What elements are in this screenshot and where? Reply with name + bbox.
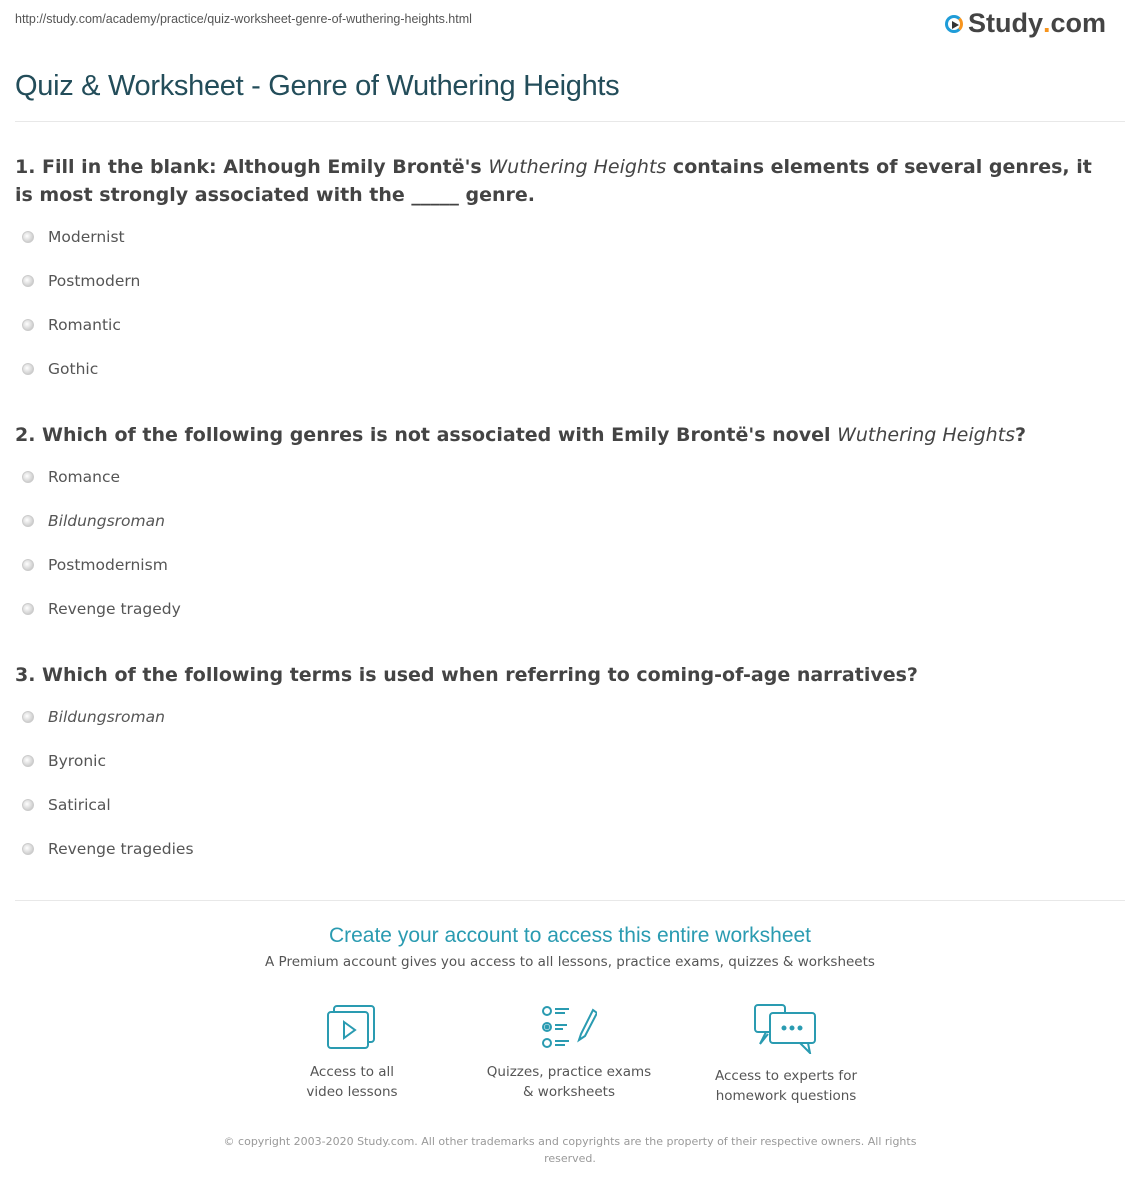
option[interactable] — [22, 840, 194, 858]
option[interactable] — [22, 752, 106, 770]
q-text: 1. Fill in the blank: Although Emily Brontë's — [15, 156, 489, 178]
option-label: Romance — [48, 468, 121, 486]
chat-bubbles-icon — [754, 1004, 818, 1054]
option-label: Gothic — [48, 360, 99, 378]
feature-text: video lessons — [306, 1084, 398, 1100]
option-label: Modernist — [48, 228, 125, 246]
radio-icon[interactable] — [22, 559, 34, 571]
logo-suffix: com — [1050, 8, 1107, 38]
cta-subtitle: A Premium account gives you access to all lessons, practice exams, quizzes & worksheets — [265, 954, 875, 970]
divider — [15, 121, 1125, 122]
radio-icon[interactable] — [22, 515, 34, 527]
radio-icon[interactable] — [22, 319, 34, 331]
question-2 — [15, 421, 1105, 449]
q-text: ? — [1015, 424, 1027, 446]
option-label: Revenge tragedy — [48, 600, 181, 618]
option[interactable] — [22, 228, 125, 246]
radio-icon[interactable] — [22, 231, 34, 243]
q-text: contains elements of several genres, it is most strongly associated with the _____ genre. — [15, 156, 1092, 206]
feature-text: Quizzes, practice exams — [486, 1064, 652, 1080]
radio-icon[interactable] — [22, 275, 34, 287]
option[interactable] — [22, 556, 168, 574]
cta-title[interactable]: Create your account to access this entire worksheet — [328, 924, 812, 947]
option-label: Satirical — [48, 796, 111, 814]
video-icon — [326, 1004, 378, 1050]
quiz-list-icon — [541, 1004, 597, 1050]
option-label: Romantic — [48, 316, 121, 334]
radio-icon[interactable] — [22, 603, 34, 615]
page-url: http://study.com/academy/practice/quiz-worksheet-genre-of-wuthering-heights.html — [15, 12, 472, 26]
play-icon — [945, 15, 963, 33]
feature-text: Access to all — [309, 1064, 395, 1080]
feature-experts — [686, 1004, 886, 1106]
option[interactable] — [22, 272, 140, 290]
logo-dot: . — [1043, 8, 1051, 38]
option[interactable] — [22, 468, 120, 486]
option-label: Bildungsroman — [48, 708, 165, 726]
option[interactable] — [22, 316, 121, 334]
option[interactable] — [22, 512, 165, 530]
option-label: Postmodern — [48, 272, 141, 290]
q-title-italic: Wuthering Heights — [837, 424, 1016, 446]
question-3 — [15, 661, 1105, 689]
option-label: Revenge tragedies — [48, 840, 194, 858]
radio-icon[interactable] — [22, 843, 34, 855]
page-title: Quiz & Worksheet - Genre of Wuthering Heights — [15, 70, 620, 102]
option[interactable] — [22, 708, 165, 726]
radio-icon[interactable] — [22, 799, 34, 811]
q-title-italic: Wuthering Heights — [488, 156, 667, 178]
radio-icon[interactable] — [22, 471, 34, 483]
feature-video-lessons — [252, 1004, 452, 1102]
option[interactable] — [22, 360, 98, 378]
question-1 — [15, 153, 1105, 209]
option-label: Postmodernism — [48, 556, 168, 574]
divider — [15, 900, 1125, 901]
radio-icon[interactable] — [22, 711, 34, 723]
q-text: 2. Which of the following genres is not associated with Emily Brontë's novel — [15, 424, 838, 446]
study-logo[interactable] — [945, 8, 1106, 39]
option-label: Bildungsroman — [48, 512, 165, 530]
option[interactable] — [22, 796, 111, 814]
logo-text: Study — [968, 8, 1044, 38]
q-text: 3. Which of the following terms is used when referring to coming-of-age narratives? — [15, 664, 918, 686]
radio-icon[interactable] — [22, 755, 34, 767]
option[interactable] — [22, 600, 181, 618]
feature-text: Access to experts for — [714, 1068, 857, 1084]
copyright: © copyright 2003-2020 Study.com. All other trademarks and copyrights are the property of their respective owners. All rights reserved. — [223, 1135, 917, 1165]
feature-text: homework questions — [715, 1088, 857, 1104]
option-label: Byronic — [48, 752, 106, 770]
feature-quizzes — [469, 1004, 669, 1102]
radio-icon[interactable] — [22, 363, 34, 375]
feature-text: & worksheets — [522, 1084, 615, 1100]
